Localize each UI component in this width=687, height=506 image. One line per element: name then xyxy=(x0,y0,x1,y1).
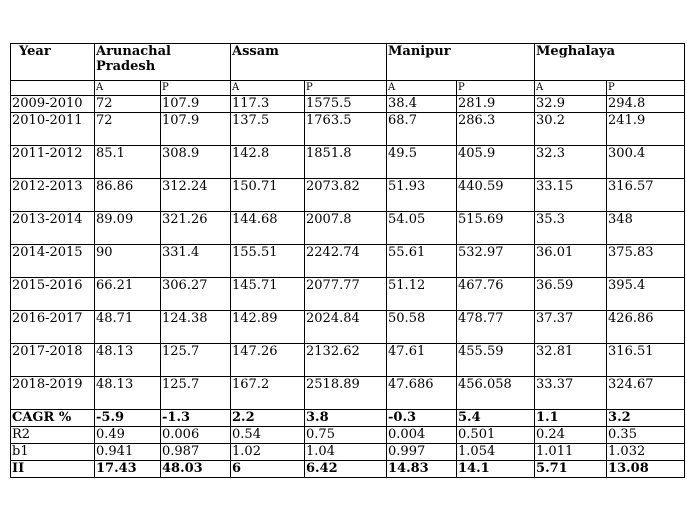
table-cell: 2024.84 xyxy=(305,311,387,344)
table-cell: 0.006 xyxy=(161,427,231,444)
table-cell: 85.1 xyxy=(95,146,161,179)
table-row xyxy=(11,96,685,113)
table-cell: 54.05 xyxy=(387,212,457,245)
header-row xyxy=(11,44,685,81)
table-cell: 38.4 xyxy=(387,96,457,113)
table-cell: 321.26 xyxy=(161,212,231,245)
table-cell: 532.97 xyxy=(457,245,535,278)
table-cell: 0.75 xyxy=(305,427,387,444)
subheader-cell: A xyxy=(231,81,305,96)
table-cell: 142.8 xyxy=(231,146,305,179)
table-cell: 48.71 xyxy=(95,311,161,344)
table-cell: 36.01 xyxy=(535,245,607,278)
table-cell: 72 xyxy=(95,96,161,113)
table-cell: 1.02 xyxy=(231,444,305,461)
row-label: II xyxy=(11,461,95,478)
stat-row xyxy=(11,427,685,444)
table-cell: -5.9 xyxy=(95,410,161,427)
table-cell: 36.59 xyxy=(535,278,607,311)
table-cell: 478.77 xyxy=(457,311,535,344)
year-header: Year xyxy=(11,44,95,81)
table-cell: 1.054 xyxy=(457,444,535,461)
subheader-cell: A xyxy=(535,81,607,96)
table-cell: 48.13 xyxy=(95,377,161,410)
table-cell: 47.686 xyxy=(387,377,457,410)
row-label: 2017-2018 xyxy=(11,344,95,377)
table-cell: 456.058 xyxy=(457,377,535,410)
table-cell: 2132.62 xyxy=(305,344,387,377)
table-cell: 51.93 xyxy=(387,179,457,212)
table-cell: 89.09 xyxy=(95,212,161,245)
table-cell: 0.35 xyxy=(607,427,685,444)
row-label: 2011-2012 xyxy=(11,146,95,179)
row-label: 2016-2017 xyxy=(11,311,95,344)
row-label: 2012-2013 xyxy=(11,179,95,212)
subheader-cell: A xyxy=(387,81,457,96)
table-cell: 0.941 xyxy=(95,444,161,461)
table-cell: 17.43 xyxy=(95,461,161,478)
table-cell: 14.83 xyxy=(387,461,457,478)
table-cell: 1.04 xyxy=(305,444,387,461)
table-cell: 167.2 xyxy=(231,377,305,410)
table-cell: 33.37 xyxy=(535,377,607,410)
table-cell: 316.57 xyxy=(607,179,685,212)
table-cell: 375.83 xyxy=(607,245,685,278)
table-cell: 35.3 xyxy=(535,212,607,245)
table-cell: 0.997 xyxy=(387,444,457,461)
table-cell: 1575.5 xyxy=(305,96,387,113)
table-cell: 86.86 xyxy=(95,179,161,212)
table-cell: 144.68 xyxy=(231,212,305,245)
table-cell: 515.69 xyxy=(457,212,535,245)
table-cell: 308.9 xyxy=(161,146,231,179)
table-cell: 48.13 xyxy=(95,344,161,377)
state-header: Meghalaya xyxy=(535,44,685,81)
table-cell: 1.032 xyxy=(607,444,685,461)
subheader-cell: A xyxy=(95,81,161,96)
table-row xyxy=(11,146,685,179)
table-cell: 0.24 xyxy=(535,427,607,444)
table-row xyxy=(11,113,685,146)
table-cell: -0.3 xyxy=(387,410,457,427)
state-header: Manipur xyxy=(387,44,535,81)
table-row xyxy=(11,311,685,344)
table-row xyxy=(11,179,685,212)
table-cell: 32.3 xyxy=(535,146,607,179)
row-label: CAGR % xyxy=(11,410,95,427)
table-cell: 316.51 xyxy=(607,344,685,377)
subheader-cell: P xyxy=(305,81,387,96)
table-cell: 117.3 xyxy=(231,96,305,113)
table-cell: 440.59 xyxy=(457,179,535,212)
table-cell: 395.4 xyxy=(607,278,685,311)
table-cell: 3.2 xyxy=(607,410,685,427)
table-cell: 300.4 xyxy=(607,146,685,179)
table-cell: 47.61 xyxy=(387,344,457,377)
table-cell: 0.54 xyxy=(231,427,305,444)
table-cell: 72 xyxy=(95,113,161,146)
table-cell: 455.59 xyxy=(457,344,535,377)
stat-row xyxy=(11,444,685,461)
table-cell: 50.58 xyxy=(387,311,457,344)
row-label: 2009-2010 xyxy=(11,96,95,113)
table-cell: 241.9 xyxy=(607,113,685,146)
row-label: 2014-2015 xyxy=(11,245,95,278)
table-row xyxy=(11,344,685,377)
table-cell: 286.3 xyxy=(457,113,535,146)
table-cell: 142.89 xyxy=(231,311,305,344)
stat-row xyxy=(11,410,685,427)
table-cell: 324.67 xyxy=(607,377,685,410)
table-cell: 306.27 xyxy=(161,278,231,311)
table-cell: 66.21 xyxy=(95,278,161,311)
table-cell: 426.86 xyxy=(607,311,685,344)
table-cell: 155.51 xyxy=(231,245,305,278)
row-label: b1 xyxy=(11,444,95,461)
table-cell: 467.76 xyxy=(457,278,535,311)
state-header: Assam xyxy=(231,44,387,81)
table-cell: 137.5 xyxy=(231,113,305,146)
table-cell: 33.15 xyxy=(535,179,607,212)
table-cell: 281.9 xyxy=(457,96,535,113)
table-cell: 55.61 xyxy=(387,245,457,278)
table-cell: 2.2 xyxy=(231,410,305,427)
table-cell: 6 xyxy=(231,461,305,478)
table-cell: 32.9 xyxy=(535,96,607,113)
table-cell: 331.4 xyxy=(161,245,231,278)
table-cell: 2073.82 xyxy=(305,179,387,212)
table-cell: 0.49 xyxy=(95,427,161,444)
table-cell: 1763.5 xyxy=(305,113,387,146)
stat-row xyxy=(11,461,685,478)
row-label: R2 xyxy=(11,427,95,444)
subheader-cell: P xyxy=(457,81,535,96)
table-cell: 37.37 xyxy=(535,311,607,344)
table-row xyxy=(11,245,685,278)
table-cell: 2007.8 xyxy=(305,212,387,245)
table-row xyxy=(11,212,685,245)
table-cell: 14.1 xyxy=(457,461,535,478)
table-cell: 0.004 xyxy=(387,427,457,444)
table-cell: 1851.8 xyxy=(305,146,387,179)
table-cell: 2242.74 xyxy=(305,245,387,278)
table-cell: 405.9 xyxy=(457,146,535,179)
table-cell: 0.501 xyxy=(457,427,535,444)
table-cell: 13.08 xyxy=(607,461,685,478)
data-table xyxy=(10,43,685,478)
state-header: Arunachal Pradesh xyxy=(95,44,231,81)
row-label: 2013-2014 xyxy=(11,212,95,245)
table-cell: 6.42 xyxy=(305,461,387,478)
table-cell: 68.7 xyxy=(387,113,457,146)
table-cell: 90 xyxy=(95,245,161,278)
table-cell: 312.24 xyxy=(161,179,231,212)
table-cell: 0.987 xyxy=(161,444,231,461)
row-label: 2018-2019 xyxy=(11,377,95,410)
table-cell: 145.71 xyxy=(231,278,305,311)
table-cell: 124.38 xyxy=(161,311,231,344)
table-cell: 107.9 xyxy=(161,113,231,146)
table-cell: 51.12 xyxy=(387,278,457,311)
table-cell: -1.3 xyxy=(161,410,231,427)
table-cell: 2518.89 xyxy=(305,377,387,410)
subheader-cell: P xyxy=(607,81,685,96)
table-cell: 150.71 xyxy=(231,179,305,212)
subheader-cell: P xyxy=(161,81,231,96)
table-cell: 125.7 xyxy=(161,344,231,377)
row-label: 2015-2016 xyxy=(11,278,95,311)
table-body xyxy=(11,44,685,478)
table-cell: 2077.77 xyxy=(305,278,387,311)
table-cell: 32.81 xyxy=(535,344,607,377)
table-cell: 1.011 xyxy=(535,444,607,461)
table-cell: 5.71 xyxy=(535,461,607,478)
table-row xyxy=(11,377,685,410)
table-cell: 5.4 xyxy=(457,410,535,427)
subheader-cell xyxy=(11,81,95,96)
row-label: 2010-2011 xyxy=(11,113,95,146)
table-cell: 48.03 xyxy=(161,461,231,478)
table-cell: 3.8 xyxy=(305,410,387,427)
table-cell: 1.1 xyxy=(535,410,607,427)
subheader-row xyxy=(11,81,685,96)
table-cell: 125.7 xyxy=(161,377,231,410)
table-cell: 107.9 xyxy=(161,96,231,113)
table-cell: 49.5 xyxy=(387,146,457,179)
table-cell: 294.8 xyxy=(607,96,685,113)
table-cell: 30.2 xyxy=(535,113,607,146)
table-cell: 147.26 xyxy=(231,344,305,377)
table-row xyxy=(11,278,685,311)
table-cell: 348 xyxy=(607,212,685,245)
